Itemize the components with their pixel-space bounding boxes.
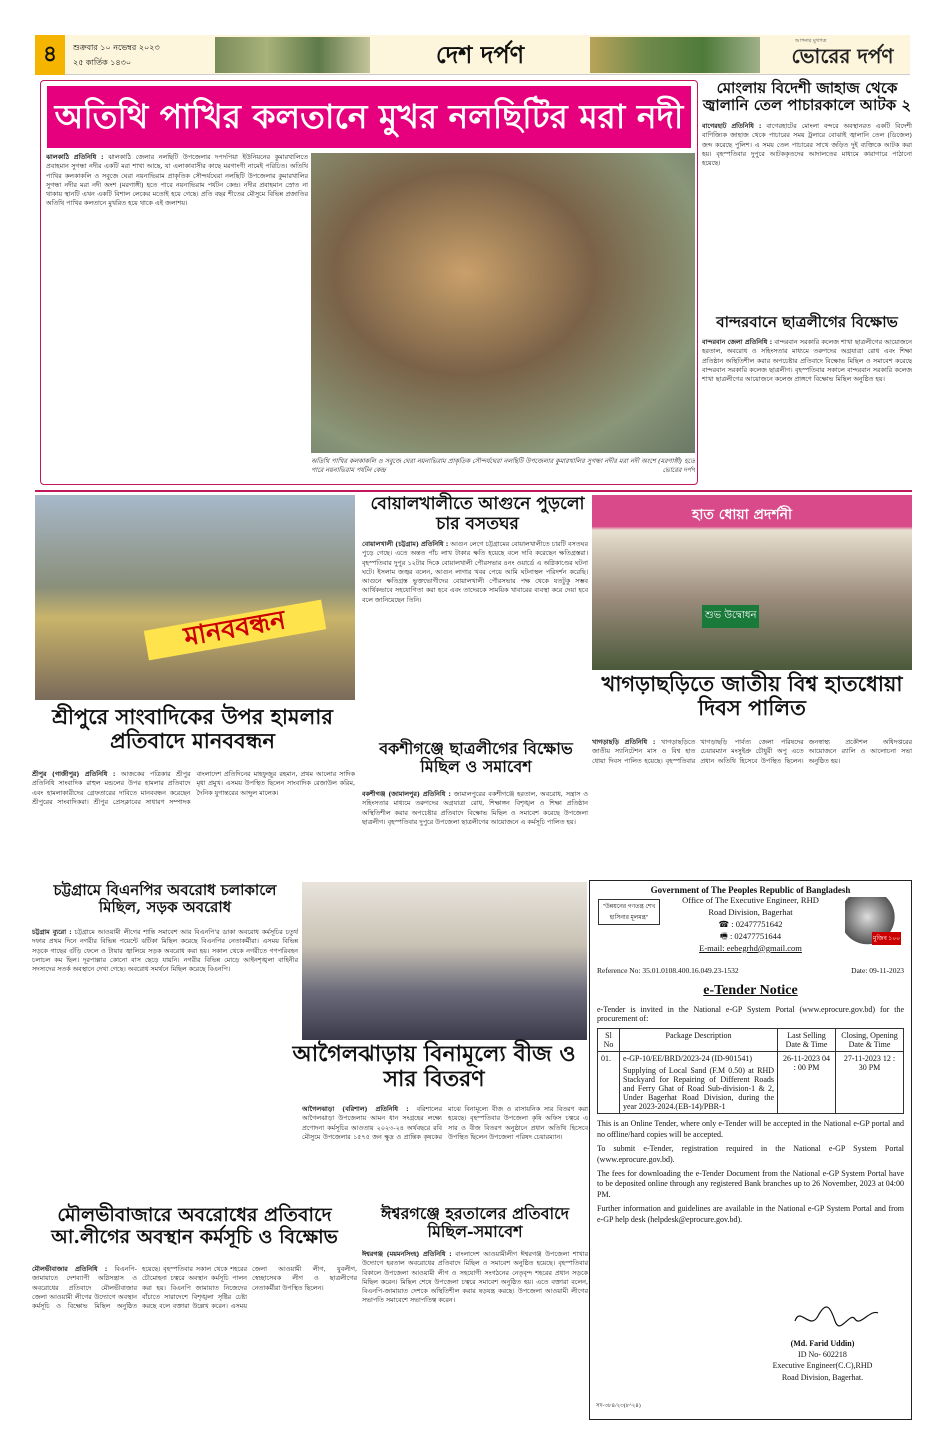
tender-email: E-mail: eebegrhd@gmail.com	[699, 942, 802, 953]
dateline: ঈশ্বরগঞ্জ (ময়মনসিংহ) প্রতিনিধি :	[362, 1250, 452, 1258]
bandarban-body	[702, 338, 912, 485]
col-header: Last Selling Date & Time	[778, 1029, 836, 1052]
logo-text: মুজিব ১০০	[872, 932, 901, 945]
signer-name: (Md. Farid Uddin)	[790, 1339, 855, 1348]
caption-text: অতিথি পাখির কলকাকলি ও সবুজে ঘেরা নয়নাভিরাম প্রাকৃতিক সৌন্দর্যঘেরা নলছিটি উপজেলার কুমারখালির সুগন্ধা নদীর মরা নদী অংশে (মরগাঙ্গী) হতে পারে নয়নাভিরাম পর্যটন কেন্দ্র	[311, 457, 695, 475]
signer-title: Executive Engineer(C.C),RHD	[772, 1361, 873, 1371]
sreepur-photo-human-chain	[35, 495, 355, 700]
lead-photo-birds	[311, 153, 695, 453]
section-title: দেশ দর্পণ	[435, 40, 525, 69]
body-text: বরিশালের আগৈলঝাড়া উপজেলায় আমন ধান সংগ্রহের লক্ষ্যে প্রণোদনা কর্মসূচির আওতায় ২০২৩-২৪ অর্থবছরে রবি মৌসুমে উপজেলার ১৫৭৫ জন ক্ষুদ্র ও প্রান্তিক কৃষকের মাঝে বিনামূল্যে বীজ ও রাসায়নিক সার বিতরণ করা হয়েছে। বৃহস্পতিবার উপজেলা কৃষি অফিস চত্বরে এ সার ও বীজ বিতরণ অনুষ্ঠানে প্রধান অতিথি হিসেবে উপস্থিত ছিলেন উপজেলা পরিষদ চেয়ারম্যান।	[302, 1105, 588, 1141]
bakshiganj-body	[362, 790, 588, 880]
col-header: Package Description	[620, 1029, 778, 1052]
sreepur-body	[32, 770, 355, 870]
tender-note: Further information and guidelines are available in the National e-GP System Portal and from e-GP help desk (helpdesk@eprocure.gov.bd).	[597, 1204, 904, 1224]
tender-phone: ☎ : 02477751642	[718, 918, 783, 929]
dateline: খাগড়াছড়ি প্রতিনিধি :	[592, 738, 656, 746]
khagrachari-photo	[592, 495, 912, 670]
tender-division: Road Division, Bagerhat	[708, 906, 793, 917]
cell-description: Supplying of Local Sand (F.M 0.50) at RHD Stackyard for Repairing of Different Roads and Ferry Ghat of Road Sub-division-1 & 2, Under Bagerhat Road Division, during the year 2023-2024.(EB-14)/PBR-1	[623, 1066, 774, 1112]
dateline: আগৈলঝাড়া (বরিশাল) প্রতিনিধি :	[302, 1105, 409, 1113]
body-text: বাগেরহাটের মোংলা বন্দরে অবস্থানরত একটি বিদেশী বাণিজ্যিক জাহাজ থেকে পাচারের সময় ট্রলারে বোঝাই জ্বালানি তেল (ডিজেল) জব্দ করেছে পুলিশ। এ সময় তেল পাচারের সাথে জড়িত দুই ব্যক্তিকে আটক করা হয়। বৃহস্পতিবার দুপুরে আটককৃতদের আদালতের মাধ্যমে কারাগারে পাঠানো হয়েছে।	[702, 122, 912, 168]
tender-note: To submit e-Tender, registration required in the National e-GP System Portal (www.eprocure.gov.bd).	[597, 1144, 904, 1164]
moulvibazar-headline: মৌলভীবাজারে অবরোধের প্রতিবাদে আ.লীগের অবস্থান কর্মসূচি ও বিক্ষোভ	[51, 1204, 338, 1248]
bakshiganj-headline: বকশীগঞ্জে ছাত্রলীগের বিক্ষোভ মিছিল ও সমাবেশ	[379, 739, 573, 777]
dateline: বান্দরবান জেলা প্রতিনিধি :	[702, 338, 773, 346]
body-text: বিএনপি-জামায়াতে দেশব্যাপী অগ্নিসন্ত্রাস ও অবরোধের প্রতিবাদে মৌলভীবাজার জেলা আওয়ামী লীগের উদ্যোগে অবস্থান কর্মসূচি ও বিক্ষোভ মিছিল অনুষ্ঠিত হয়েছে। বৃহস্পতিবার সকাল থেকে শহরের চৌমোহনা চত্বরে অবস্থান কর্মসূচি পালন করা হয়। বিএনপি জামায়াত নিজেদের বাঁচাতে সারাদেশে বিশৃঙ্খলা সৃষ্টির চেষ্টা করছে বলে বক্তারা উল্লেখ করেন। এসময় জেলা আওয়ামী লীগ, যুবলীগ, স্বেচ্ছাসেবক লীগ ও ছাত্রলীগের নেতাকর্মীরা উপস্থিত ছিলেন।	[32, 1265, 357, 1311]
boalkhali-headline: বোয়ালখালীতে আগুনে পুড়লো চার বসতঘর	[370, 494, 585, 534]
banner-text: মানববন্ধন	[144, 600, 326, 661]
dateline: মৌলভীবাজার প্রতিনিধি :	[32, 1265, 108, 1273]
tender-office: Office of The Executive Engineer, RHD	[682, 895, 819, 905]
tender-table	[597, 1028, 904, 1114]
body-text: আজকের পত্রিকার শ্রীপুর প্রতিনিধি সাংবাদিক রাহুল মন্ডলের উপর হামলার প্রতিবাদে এবং হামলাকারীদের গ্রেফতারের দাবিতে মানববন্ধন করেছেন শ্রীপুরের সাংবাদিকরা। শ্রীপুর প্রেসক্লাবের সাধারণ সম্পাদক বাংলাদেশ প্রতিদিনের মাহফুজুর রহমান, প্রথম আলোর সাদিক মৃধা প্রমুখ। এসময় উপস্থিত ছিলেন সাংবাদিক রেজাউল করিম, দৈনিক যুগান্তরের আব্দুল মালেক।	[32, 770, 355, 806]
tender-notice	[589, 880, 912, 1420]
mongla-headline: মোংলায় বিদেশী জাহাজ থেকে জ্বালানি তেল পাচারকালে আটক ২	[702, 79, 912, 115]
date-gregorian: শুক্রবার ১০ নভেম্বর ২০২৩	[73, 43, 160, 52]
signer-office: Road Division, Bagerhat.	[781, 1372, 864, 1382]
header-photo-farmers	[215, 37, 370, 73]
col-header: Sl No	[598, 1029, 620, 1052]
ribbon-text: শুভ উদ্বোধন	[702, 605, 759, 628]
signature	[790, 1301, 880, 1336]
khagrachari-body	[592, 738, 912, 878]
dateline: চট্টগ্রাম ব্যুরো :	[32, 928, 72, 936]
table-row	[598, 1052, 904, 1114]
photo-credit: ভোরের দর্পণ	[662, 466, 695, 475]
dateline: বোয়ালখালী (চট্টগ্রাম) প্রতিনিধি :	[362, 540, 449, 548]
tender-intro: e-Tender is invited in the National e-GP System Portal (www.eprocure.gov.bd) for the procurement of:	[597, 1005, 904, 1024]
lead-headline: অতিথি পাখির কলতানে মুখর নলছিটির মরা নদী	[47, 86, 691, 148]
bandarban-headline: বান্দরবানে ছাত্রলীগের বিক্ষোভ	[716, 313, 898, 331]
dateline: ঝালকাঠি প্রতিনিধি :	[46, 153, 104, 161]
sreepur-headline: শ্রীপুরে সাংবাদিকের উপর হামলার প্রতিবাদে মানববন্ধন	[52, 704, 333, 754]
header-photo-crops	[590, 37, 760, 73]
body-text: আগুন লেগে চট্টগ্রামের বোয়ালখালীতে চারটি বসতঘর পুড়ে গেছে। এতে অন্তত পাঁচ লাখ টাকার ক্ষতি হয়েছে বলে দাবি করেছেন ক্ষতিগ্রস্তরা। বৃহস্পতিবার দুপুর ১২টার দিকে বোয়ালখালী পৌরসভার ৪নং ওয়ার্ডে এ অগ্নিকাণ্ডের ঘটনা ঘটে। ইসলাম জজ্বর বলেন, আগুন লাগার খবর পেয়ে আমি ঘটনাস্থল পরিদর্শন করেছি। আগুনে ক্ষতিগ্রস্ত ভুক্তভোগীদের বোয়ালখালী পৌরসভার পক্ষ থেকে যতটুকু সম্ভব আর্থিকভাবে সহযোগিতা করা হবে এবং তাদেরকে সাময়িক খাবারের ব্যবস্থা করে দেয়া হবে বলে জানিয়েছেন তিনি।	[362, 540, 588, 604]
cell-package-id: e-GP-10/EE/BRD/2023-24 (ID-901541)	[623, 1054, 753, 1064]
ishwarganj-body	[362, 1250, 588, 1420]
banner-text: হাত ধোয়া প্রদর্শনী	[692, 507, 793, 523]
body-text: চট্টগ্রামে আওয়ামী লীগের শান্তি সমাবেশ আর বিএনপি'র ডাকা অবরোধ কর্মসূচির চতুর্থ দফার প্রথম দিনে নগরীর বিভিন্ন পয়েন্টে ঝটিকা মিছিল করেছে বিএনপির নেতাকর্মীরা। এসময় বিভিন্ন সড়কে গাছের গুঁড়ি ফেলে ও টায়ার জ্বালিয়ে সড়ক অবরোধ করা হয়। সকাল থেকে নগরীতে গণপরিবহন চলাচল কম ছিল। দূরপাল্লার কোনো বাস ছেড়ে যায়নি। নগরীর বিভিন্ন মোড়ে আইনশৃঙ্খলা বাহিনীর সদস্যদের সতর্ক অবস্থানে দেখা গেছে। অবরোধ সমর্থনে মিছিল করেছে বিএনপি।	[32, 928, 298, 974]
agailjhara-headline: আগৈলঝাড়ায় বিনামূল্যে বীজ ও সার বিতরণ	[292, 1041, 576, 1093]
body-text: খাগড়াছড়িতে জাতীয় স্যানিটেশন মাস ও বিশ্ব হাত ধোয়া দিবস পালিত হয়েছে। বৃহস্পতিবার খাগড়াছড়ি পার্বত্য জেলা পরিষদের চেয়ারম্যান মংসুইপ্রু চৌধুরী অপু এতে প্রধান অতিথি হিসেবে উপস্থিত ছিলেন। জনস্বাস্থ্য প্রকৌশল অধিদপ্তরের আয়োজনে র‍্যালি ও আলোচনা সভা অনুষ্ঠিত হয়।	[592, 738, 912, 765]
divider	[35, 490, 912, 492]
mujib-logo	[845, 897, 901, 947]
paper-tagline: আপনার মুখপত্র	[795, 38, 827, 44]
col-header: Closing, Opening Date & Time	[836, 1029, 904, 1052]
tender-slogan: "উন্নয়নের গণতন্ত্র শেখ হাসিনার মূলমন্ত্র"	[598, 899, 660, 925]
chattogram-headline: চট্টগ্রামে বিএনপির অবরোধ চলাকালে মিছিল, সড়ক অবরোধ	[53, 881, 277, 917]
tender-gov: Government of The Peoples Republic of Bangladesh	[650, 885, 851, 895]
ishwarganj-headline: ঈশ্বরগঞ্জে হরতালের প্রতিবাদে মিছিল-সমাবেশ	[380, 1204, 569, 1242]
lead-story	[40, 80, 698, 485]
cell-last-selling: 26-11-2023 04 : 00 PM	[778, 1052, 836, 1114]
page-header	[35, 35, 910, 75]
tender-reference: Reference No: 35.01.0108.400.16.049.23-1532	[597, 966, 739, 976]
body-text: বান্দরবান সরকারি কলেজ শাখা ছাত্রলীগের আয়োজনে হরতাল, অবরোধ ও সহিংসতার মাধ্যমে তরুণদের অগ্রযাত্রা রোধ এবং শিক্ষা প্রতিষ্ঠান অস্থিতিশীল করার অপচেষ্টার প্রতিবাদে বিক্ষোভ মিছিল ও সমাবেশ করেছে বান্দরবান সরকারি কলেজ ছাত্রলীগ। বৃহস্পতিবার সকালে বান্দরবান সরকারি কলেজ শাখা ছাত্রলীগের আয়োজনে কলেজ প্রাঙ্গণে বিক্ষোভ মিছিল অনুষ্ঠিত হয়।	[702, 338, 912, 384]
signer-id: ID No- 602218	[798, 1350, 847, 1360]
dateline: বাগেরহাট প্রতিনিধি :	[702, 122, 762, 130]
boalkhali-body	[362, 540, 588, 735]
tender-note: This is an Online Tender, where only e-Tender will be accepted in the National e-GP portal and no offline/hard copies will be accepted.	[597, 1119, 904, 1140]
cell-sl: 01.	[598, 1052, 620, 1114]
body-text: বাংলাদেশ আওয়ামীলীগ ঈশ্বরগঞ্জ উপজেলা শাখার উদ্যোগে হরতাল অবরোধের প্রতিবাদে মিছিল ও সমাবেশ অনুষ্ঠিত হয়েছে। বৃহস্পতিবার বিকালে উপজেলা আওয়ামী লীগ ও সহযোগী সংগঠনের নেতৃবৃন্দ শহরের প্রধান সড়কে মিছিল করেন। মিছিল শেষে উপজেলা চত্বরে সমাবেশ অনুষ্ঠিত হয়। এতে বক্তারা বলেন, বিএনপি-জামায়াত দেশকে অস্থিতিশীল করার ষড়যন্ত্র করছে। উপজেলা আওয়ামী লীগের সভাপতি সমাবেশে সভাপতিত্ব করেন।	[362, 1250, 588, 1305]
paper-logo: ভোরের দর্পণ	[791, 44, 894, 68]
tender-fax: 🖷 : 02477751644	[719, 930, 782, 941]
dateline: শ্রীপুর (গাজীপুর) প্রতিনিধি :	[32, 770, 116, 778]
body-text: জামালপুরের বকশীগঞ্জে হরতাল, অবরোধ, সন্ত্রাস ও সহিংসতার মাধ্যমে তরুণদের অগ্রযাত্রা রোধ, শিক্ষাঙ্গন বিশৃঙ্খল ও শিক্ষা প্রতিষ্ঠান অস্থিতিশীল করার অপচেষ্টার প্রতিবাদে বিক্ষোভ মিছিল ও সমাবেশ করেছে উপজেলা ছাত্রলীগ। বৃহস্পতিবার দুপুরে উপজেলা ছাত্রলীগের আয়োজনে এ কর্মসূচি পালিত হয়।	[362, 790, 588, 826]
mongla-body	[702, 122, 912, 307]
date-bangla: ২৫ কার্তিক ১৪৩০	[73, 58, 132, 67]
ad-code: সদ-৩৮৪/২৩(৮^২৪)	[596, 1403, 641, 1409]
khagrachari-headline: খাগড়াছড়িতে জাতীয় বিশ্ব হাতধোয়া দিবস পালিত	[601, 671, 903, 721]
lead-caption	[311, 457, 695, 481]
tender-note: The fees for downloading the e-Tender Document from the National e-GP System Portal have to be deposited online through any registered Bank branches up to 26 November, 2023 at 04:00 PM.	[597, 1168, 904, 1200]
cell-closing: 27-11-2023 12 : 30 PM	[836, 1052, 904, 1114]
moulvibazar-body	[32, 1265, 357, 1420]
agailjhara-photo	[302, 882, 587, 1040]
body-text: ঝালকাঠি জেলার নলছিটি উপজেলার দপদপিয়া ইউনিয়নের কুমারখালিতে প্রবাহমান সুগন্ধা নদীর একটি মরা শাখা আছে, যা এলাকাবাসীর কাছে মরগাংগী নামেই পরিচিত। অতিথি পাখির কলকাকলি ও সবুজে ঘেরা নয়নাভিরাম প্রাকৃতিক সৌন্দর্যঘেরা নলছিটি উপজেলার কুমারখালির সুগন্ধা নদীর মরা নদী অংশ (মরগাঙ্গী) হতে পারে নয়নাভিরাম পর্যটন কেন্দ্র। নদীর প্রবাহমান স্রোত না থাকায় স্থানটি এখন একটি বিশাল লেকের মতোই হয়ে গেছে। প্রতি বছর শীতের মৌসুমে বিভিন্ন প্রজাতির অতিথি পাখির কলতানে মুখরিত হয়ে থাকে এই জলাশয়।	[46, 153, 308, 208]
dateline: বকশীগঞ্জ (জামালপুর) প্রতিনিধি :	[362, 790, 451, 798]
agailjhara-body	[302, 1105, 588, 1200]
tender-title: e-Tender Notice	[703, 983, 798, 999]
chattogram-body	[32, 928, 298, 1198]
page-number: ৪	[35, 35, 65, 75]
tender-date: Date: 09-11-2023	[851, 966, 904, 976]
lead-body	[46, 153, 308, 478]
